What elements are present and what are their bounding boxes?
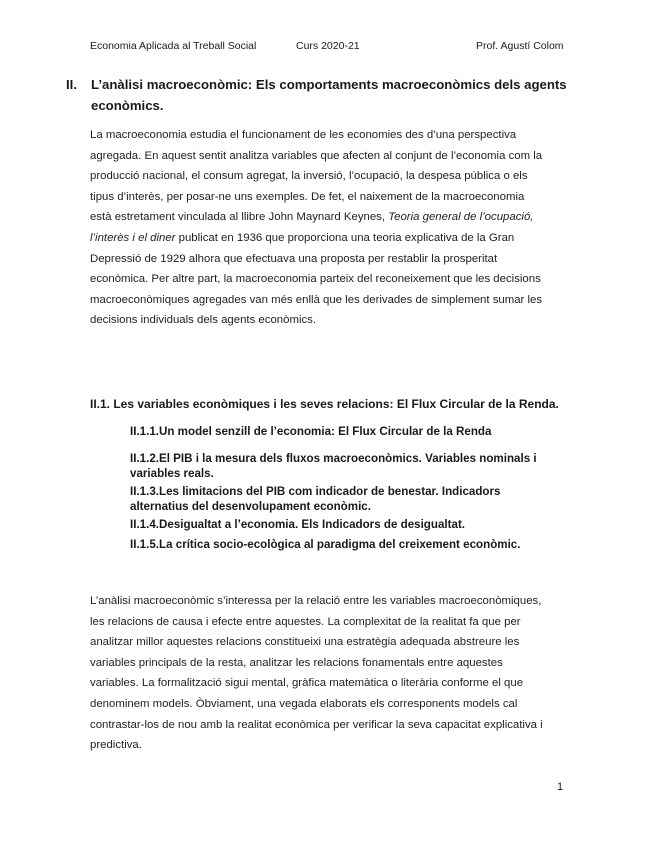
book-title-part-1: Teoria general de l’ocupació,	[388, 211, 534, 224]
analysis-line: predictiva.	[90, 739, 142, 752]
intro-line: producció nacional, el consum agregat, la inversió, l’ocupació, la despesa pública o els	[90, 170, 528, 183]
subsection-line: alternatius del desenvolupament econòmic.	[130, 499, 371, 513]
intro-line: macroeconòmiques agregades van més enllà que les derivades de simplement sumar les	[90, 293, 543, 306]
analysis-line: denominem models. Òbviament, una vegada elaborats els corresponents models cal	[90, 697, 518, 710]
subsection-line: II.1.1.Un model senzill de l’economia: El Flux Circular de la Renda	[130, 425, 492, 438]
subsection-line: II.1.3.Les limitacions del PIB com indicador de benestar. Indicadors	[130, 485, 501, 498]
subsection-item	[130, 518, 560, 533]
intro-paragraph	[90, 125, 580, 331]
intro-line: decisions individuals dels agents econòmics.	[90, 314, 317, 327]
analysis-line: contrastar-los de nou amb la realitat econòmica per verificar la seva capacitat explicativa i	[90, 718, 543, 731]
analysis-line: variables principals de la resta, analitzar les relacions fonamentals entre aquestes	[90, 656, 503, 669]
subsection-item	[130, 485, 560, 514]
intro-line-text: està estretament vinculada al llibre John Maynard Keynes,	[90, 211, 389, 224]
analysis-line: L’anàlisi macroeconòmic s’interessa per la relació entre les variables macroeconòmiques,	[90, 595, 542, 607]
header-course: Economia Aplicada al Treball Social	[90, 40, 257, 52]
section-heading: II.1. Les variables econòmiques i les seves relacions: El Flux Circular de la Renda.	[90, 397, 559, 411]
subsection-line: II.1.4.Desigualtat a l’economia. Els Indicadors de desigualtat.	[130, 518, 466, 531]
intro-line-text: publicat en 1936 que proporciona una teoria explicativa de la Gran	[175, 231, 515, 244]
subsection-item	[130, 538, 560, 553]
analysis-line: les relacions de causa i efecte entre aquestes. La complexitat de la realitat fa que per	[90, 615, 521, 628]
subsection-line: II.1.5.La crítica socio-ecològica al paradigma del creixement econòmic.	[130, 538, 521, 551]
intro-line	[90, 228, 580, 249]
chapter-title-line-2: econòmics.	[91, 98, 164, 113]
intro-line	[90, 207, 580, 228]
analysis-line: variables. La formalització sigui mental, gràfica matemàtica o literària conforme el que	[90, 677, 524, 690]
subsection-item	[130, 452, 560, 481]
page-number: 1	[557, 781, 564, 793]
subsection-item	[130, 425, 560, 440]
chapter-title-line-1: L’anàlisi macroeconòmic: Els comportaments macroeconòmics dels agents	[91, 77, 567, 92]
intro-line: La macroeconomia estudia el funcionament de les economies des d’una perspectiva	[90, 129, 517, 141]
analysis-line: analitzar millor aquestes relacions constitueixi una estratègia adequada abstreure les	[90, 636, 520, 649]
chapter-heading	[66, 74, 586, 116]
book-title-part-2: l’interès i el diner	[90, 231, 176, 244]
analysis-paragraph	[90, 591, 580, 756]
header-professor: Prof. Agustí Colom	[476, 40, 564, 52]
subsection-line: II.1.2.El PIB i la mesura dels fluxos macroeconòmics. Variables nominals i	[130, 452, 537, 465]
header-year: Curs 2020-21	[296, 40, 360, 52]
intro-line: tipus d’interès, per posar-ne uns exemples. De fet, el naixement de la macroeconomia	[90, 190, 525, 203]
intro-line: agregada. En aquest sentit analitza variables que afecten al conjunt de l’economia com la	[90, 149, 543, 162]
intro-line: Depressió de 1929 alhora que efectuava una proposta per restablir la prosperitat	[90, 252, 498, 265]
intro-line: econòmica. Per altre part, la macroeconomia parteix del reconeixement que les decisions	[90, 273, 541, 286]
chapter-number: II.	[66, 77, 77, 92]
subsection-line: variables reals.	[130, 466, 214, 480]
